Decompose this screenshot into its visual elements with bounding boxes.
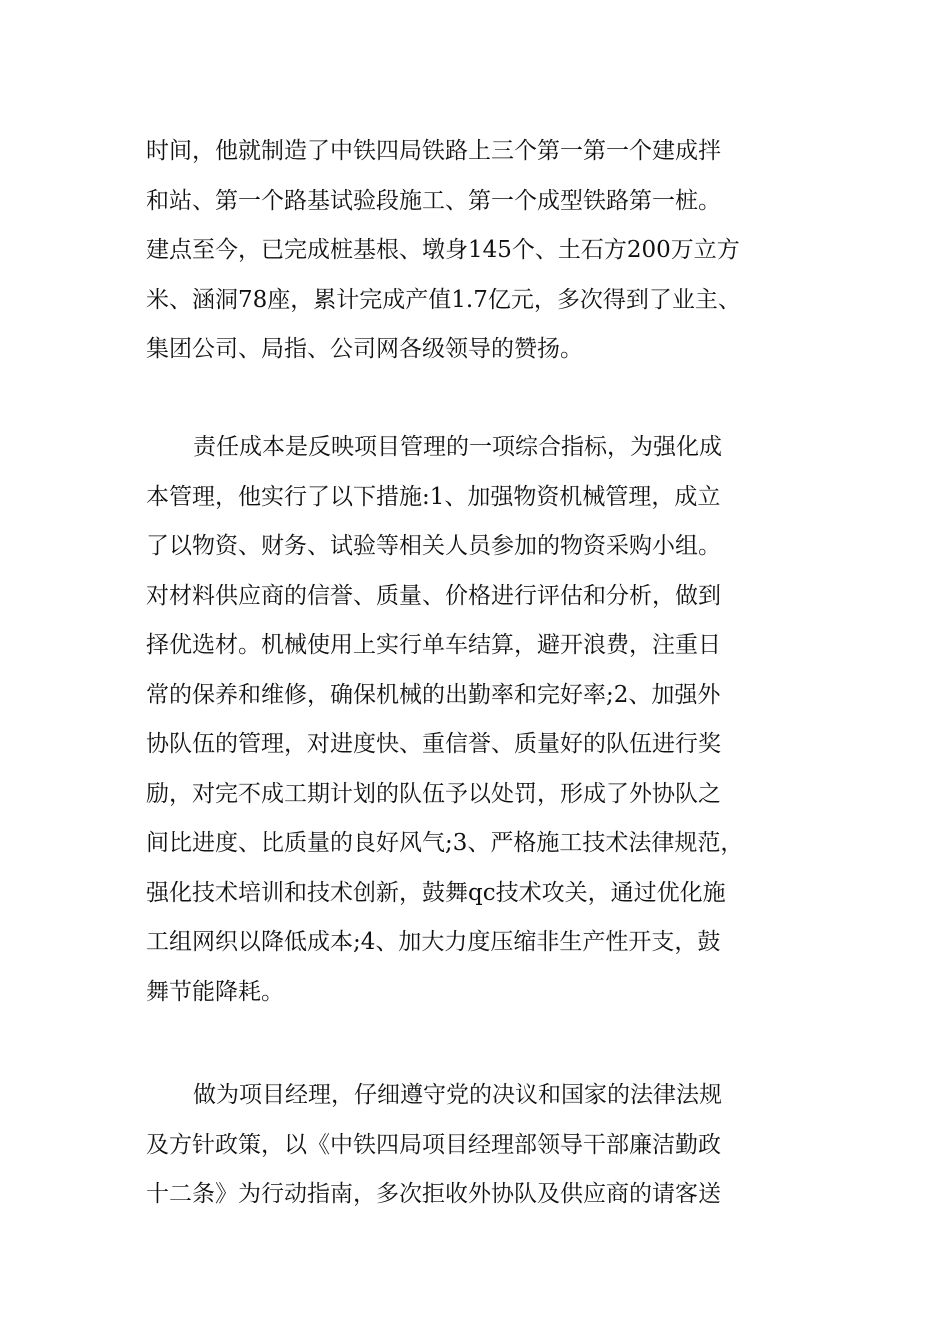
paragraph-line: 舞节能降耗。	[146, 978, 284, 1005]
paragraph-line: 常的保养和维修，确保机械的出勤率和完好率;2、加强外	[146, 681, 721, 708]
paragraph-line: 本管理，他实行了以下措施:1、加强物资机械管理，成立	[146, 483, 721, 510]
paragraph-line: 工组网织以降低成本;4、加大力度压缩非生产性开支，鼓	[146, 929, 721, 955]
paragraph-line: 励，对完不成工期计划的队伍予以处罚，形成了外协队之	[146, 780, 721, 807]
paragraph-line: 强化技术培训和技术创新，鼓舞qc技术攻关，通过优化施	[146, 879, 726, 906]
paragraph-line: 间比进度、比质量的良好风气;3、严格施工技术法律规范，	[146, 830, 744, 856]
paragraph-line: 协队伍的管理，对进度快、重信誉、质量好的队伍进行奖	[146, 731, 721, 757]
paragraph-line: 做为项目经理，仔细遵守党的决议和国家的法律法规	[193, 1082, 722, 1108]
paragraph-line: 十二条》为行动指南，多次拒收外协队及供应商的请客送	[146, 1181, 721, 1207]
paragraph-line: 及方针政策，以《中铁四局项目经理部领导干部廉洁勤政	[146, 1131, 721, 1158]
paragraph-line: 了以物资、财务、试验等相关人员参加的物资采购小组。	[146, 533, 721, 559]
paragraph-line: 建点至今，已完成桩基根、墩身145个、土石方200万立方	[146, 237, 740, 263]
paragraph-line: 和站、第一个路基试验段施工、第一个成型铁路第一桩。	[146, 187, 721, 214]
paragraph-line: 时间，他就制造了中铁四局铁路上三个第一第一个建成拌	[146, 138, 721, 164]
paragraph-line: 米、涵洞78座，累计完成产值1.7亿元，多次得到了业主、	[146, 286, 741, 313]
paragraph-3	[146, 1071, 846, 1220]
paragraph-line: 集团公司、局指、公司网各级领导的赞扬。	[146, 336, 583, 362]
paragraph-2	[146, 423, 846, 1017]
paragraph-line: 责任成本是反映项目管理的一项综合指标，为强化成	[193, 434, 722, 460]
paragraph-line: 对材料供应商的信誉、质量、价格进行评估和分析，做到	[146, 582, 721, 609]
paragraph-1	[146, 127, 846, 375]
paragraph-line: 择优选材。机械使用上实行单车结算，避开浪费，注重日	[146, 632, 721, 658]
